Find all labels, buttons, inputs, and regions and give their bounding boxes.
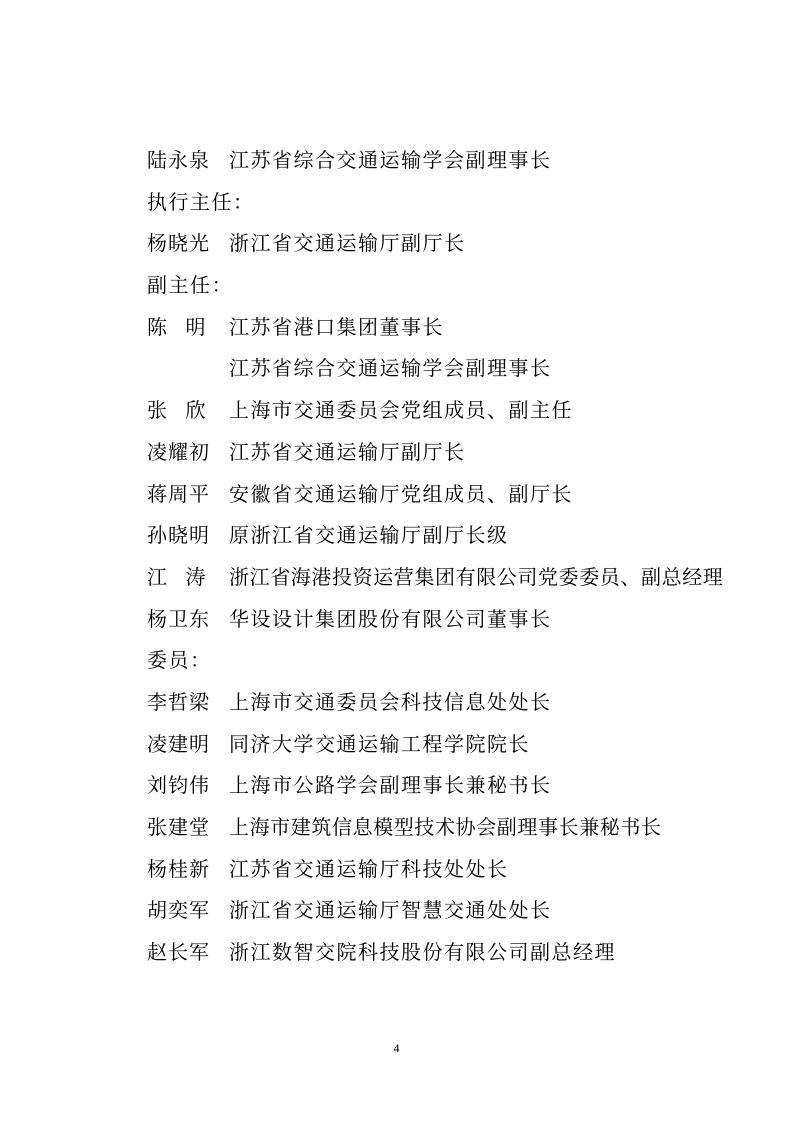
member-line (147, 849, 767, 891)
member-name-first: 张 (147, 398, 169, 423)
member-name-first: 陈 (147, 314, 169, 339)
member-line (147, 223, 767, 265)
member-line (147, 599, 767, 641)
member-line (147, 890, 767, 932)
member-line (147, 765, 767, 807)
member-line (147, 390, 767, 432)
member-name: 杨桂新 (147, 856, 210, 881)
member-line (147, 682, 767, 724)
member-title: 安徽省交通运输厅党组成员、副厅长 (229, 481, 573, 506)
member-title: 上海市交通委员会科技信息处处长 (229, 689, 552, 714)
member-name: 赵长军 (147, 940, 210, 965)
section-heading-deputy-director (147, 265, 767, 307)
member-name-last: 明 (185, 314, 207, 339)
member-name (147, 307, 207, 349)
member-title: 浙江省海港投资运营集团有限公司党委委员、副总经理 (229, 564, 724, 589)
member-name-last: 欣 (185, 398, 207, 423)
member-line (147, 932, 767, 974)
member-name: 杨晓光 (147, 231, 210, 256)
member-title: 浙江省交通运输厅副厅长 (229, 231, 466, 256)
member-line (147, 515, 767, 557)
member-title: 江苏省交通运输厅副厅长 (229, 439, 466, 464)
section-heading-text: 执行主任： (147, 189, 255, 214)
member-title: 上海市建筑信息模型技术协会副理事长兼秘书长 (229, 815, 662, 839)
section-heading-text: 委员： (147, 648, 212, 673)
section-heading-members (147, 640, 767, 682)
member-title: 上海市公路学会副理事长兼秘书长 (229, 773, 552, 798)
member-title: 浙江数智交院科技股份有限公司副总经理 (229, 940, 616, 965)
member-title: 原浙江省交通运输厅副厅长级 (229, 523, 509, 548)
member-line (147, 140, 767, 182)
member-name: 孙晓明 (147, 523, 210, 548)
member-line (147, 474, 767, 516)
member-name: 张建堂 (147, 815, 210, 839)
member-name: 胡奕军 (147, 898, 210, 923)
member-line (147, 557, 767, 599)
member-title: 江苏省综合交通运输学会副理事长 (229, 148, 552, 172)
indent-spacer (147, 348, 229, 390)
member-name-last: 涛 (185, 564, 207, 589)
member-title: 同济大学交通运输工程学院院长 (229, 731, 530, 756)
member-title: 华设设计集团股份有限公司董事长 (229, 606, 552, 631)
member-name: 陆永泉 (147, 148, 210, 172)
member-name: 蒋周平 (147, 481, 210, 506)
member-line (147, 724, 767, 766)
member-name: 杨卫东 (147, 606, 210, 631)
member-title-continuation (147, 348, 767, 390)
member-name-first: 江 (147, 564, 169, 589)
committee-member-list (147, 140, 767, 974)
member-title: 江苏省港口集团董事长 (229, 314, 444, 339)
page-number: 4 (393, 1041, 400, 1055)
member-line (147, 807, 767, 849)
member-name: 凌耀初 (147, 439, 210, 464)
member-title: 江苏省交通运输厅科技处处长 (229, 856, 509, 881)
section-heading-text: 副主任： (147, 273, 233, 298)
member-name (147, 557, 207, 599)
member-name: 凌建明 (147, 731, 210, 756)
member-title: 江苏省综合交通运输学会副理事长 (229, 356, 552, 381)
member-line (147, 307, 767, 349)
member-name: 李哲梁 (147, 689, 210, 714)
member-name: 刘钧伟 (147, 773, 210, 798)
member-name (147, 390, 207, 432)
section-heading-executive-director (147, 182, 767, 224)
member-title: 上海市交通委员会党组成员、副主任 (229, 398, 573, 423)
member-title: 浙江省交通运输厅智慧交通处处长 (229, 898, 552, 923)
member-line (147, 432, 767, 474)
